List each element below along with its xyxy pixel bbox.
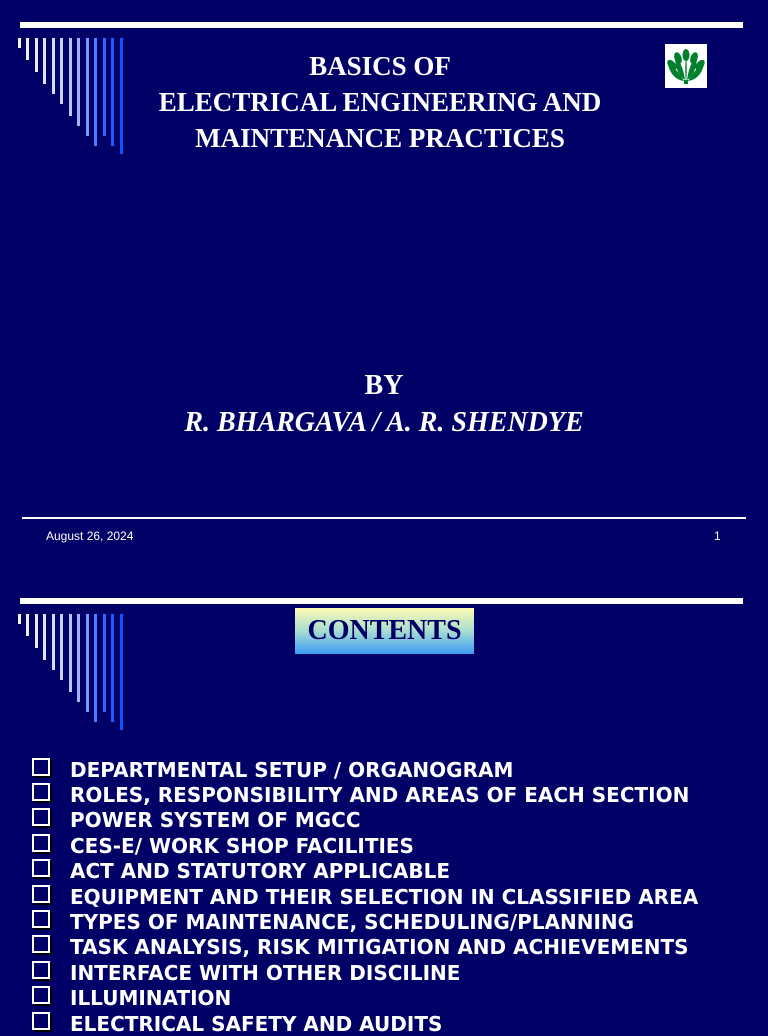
list-item-label: ROLES, RESPONSIBILITY AND AREAS OF EACH SECTION	[70, 783, 690, 808]
checkbox-bullet-icon	[32, 986, 50, 1004]
list-item	[30, 935, 698, 960]
list-item-label: EQUIPMENT AND THEIR SELECTION IN CLASSIFIED AREA	[70, 884, 699, 909]
contents-slide	[0, 556, 768, 1036]
checkbox-bullet-icon	[32, 783, 50, 801]
page-number: 1	[714, 529, 721, 543]
list-item-label: POWER SYSTEM OF MGCC	[70, 808, 361, 833]
top-rule	[20, 598, 743, 604]
list-item-label: ELECTRICAL SAFETY AND AUDITS	[70, 1011, 443, 1036]
checkbox-bullet-icon	[32, 910, 50, 928]
slide-title	[80, 48, 680, 156]
top-rule	[20, 22, 743, 28]
checkbox-bullet-icon	[32, 758, 50, 776]
list-item	[30, 1011, 698, 1036]
by-label: BY	[364, 370, 404, 401]
list-item-label: ACT AND STATUTORY APPLICABLE	[70, 859, 451, 884]
checkbox-bullet-icon	[32, 961, 50, 979]
authors: R. BHARGAVA / A. R. SHENDYE	[184, 407, 584, 438]
list-item	[30, 859, 698, 884]
checkbox-bullet-icon	[32, 935, 50, 953]
checkbox-bullet-icon	[32, 834, 50, 852]
slide-date: August 26, 2024	[46, 529, 134, 543]
checkbox-bullet-icon	[32, 808, 50, 826]
list-item-label: DEPARTMENTAL SETUP / ORGANOGRAM	[70, 757, 514, 782]
list-item-label: TYPES OF MAINTENANCE, SCHEDULING/PLANNING	[70, 910, 635, 935]
list-item	[30, 884, 698, 909]
list-item-label: CES-E/ WORK SHOP FACILITIES	[70, 833, 414, 858]
checkbox-bullet-icon	[32, 859, 50, 877]
list-item	[30, 782, 698, 807]
title-line-3: MAINTENANCE PRACTICES	[195, 123, 565, 153]
list-item	[30, 986, 698, 1011]
list-item	[30, 757, 698, 782]
list-item	[30, 808, 698, 833]
green-leaf-logo-icon	[665, 44, 707, 88]
list-item	[30, 960, 698, 985]
checkbox-bullet-icon	[32, 1012, 50, 1030]
checkbox-bullet-icon	[32, 885, 50, 903]
contents-list	[30, 757, 698, 1036]
list-item	[30, 833, 698, 858]
list-item	[30, 909, 698, 934]
title-line-1: BASICS OF	[309, 51, 451, 81]
list-item-label: TASK ANALYSIS, RISK MITIGATION AND ACHIEVEMENTS	[70, 935, 689, 960]
footer-rule	[22, 517, 746, 519]
title-line-2: ELECTRICAL ENGINEERING AND	[158, 87, 602, 117]
list-item-label: ILLUMINATION	[70, 986, 232, 1011]
contents-heading: CONTENTS	[295, 608, 474, 654]
list-item-label: INTERFACE WITH OTHER DISCILINE	[70, 960, 461, 985]
